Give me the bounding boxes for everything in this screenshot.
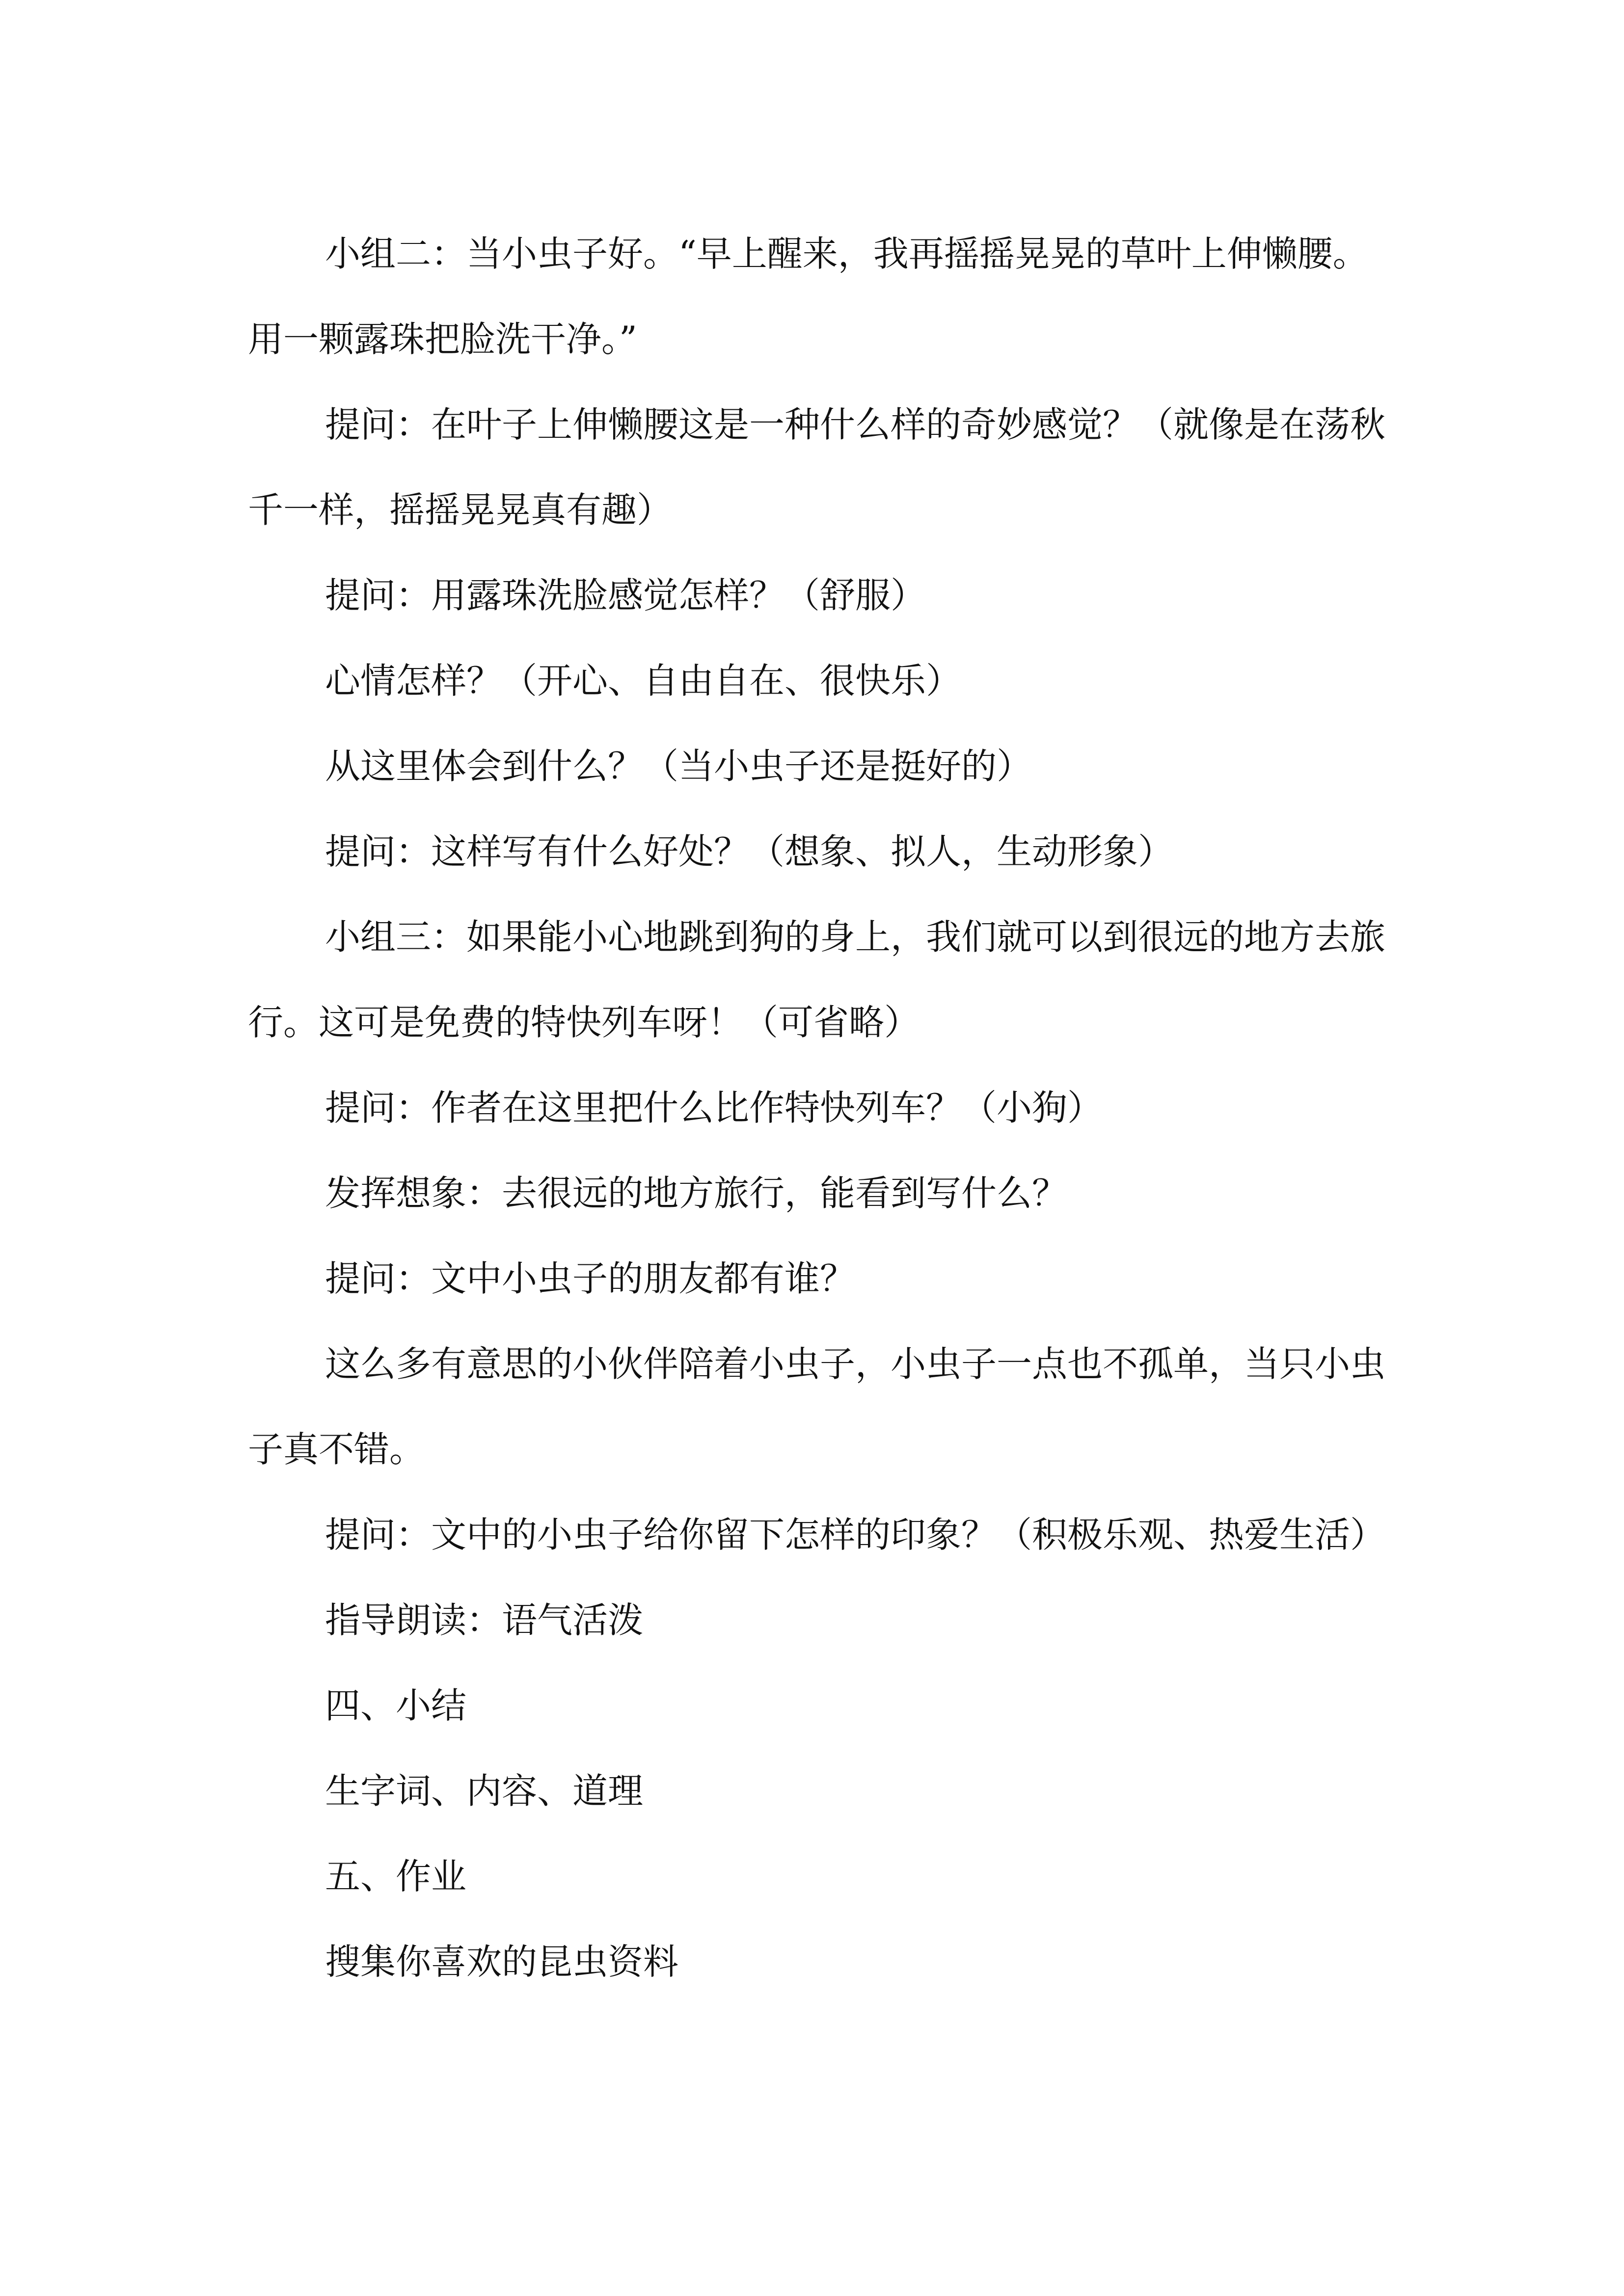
paragraph: 提问：文中小虫子的朋友都有谁？ bbox=[325, 1258, 856, 1299]
paragraph: 提问：在叶子上伸懒腰这是一种什么样的奇妙感觉？（就像是在荡秋千一样，摇摇晃晃真有趣） bbox=[248, 404, 1386, 531]
paragraph: 从这里体会到什么？（当小虫子还是挺好的） bbox=[325, 746, 1032, 787]
paragraph: 提问：文中的小虫子给你留下怎样的印象？（积极乐观、热爱生活） bbox=[325, 1514, 1386, 1555]
section-heading: 四、小结 bbox=[325, 1685, 467, 1726]
paragraph: 发挥想象：去很远的地方旅行，能看到写什么？ bbox=[325, 1173, 1068, 1214]
paragraph: 提问：这样写有什么好处？（想象、拟人，生动形象） bbox=[325, 831, 1174, 872]
paragraph: 搜集你喜欢的昆虫资料 bbox=[325, 1941, 679, 1982]
paragraph: 生字词、内容、道理 bbox=[325, 1770, 644, 1812]
paragraph: 这么多有意思的小伙伴陪着小虫子，小虫子一点也不孤单，当只小虫子真不错。 bbox=[248, 1343, 1386, 1470]
paragraph: 提问：作者在这里把什么比作特快列车？（小狗） bbox=[325, 1087, 1103, 1128]
paragraph: 提问：用露珠洗脸感觉怎样？（舒服） bbox=[325, 575, 926, 616]
paragraph: 指导朗读：语气活泼 bbox=[325, 1600, 644, 1641]
paragraph: 心情怎样？（开心、自由自在、很快乐） bbox=[325, 660, 962, 701]
section-heading: 五、作业 bbox=[325, 1856, 467, 1897]
paragraph: 小组三：如果能小心地跳到狗的身上，我们就可以到很远的地方去旅行。这可是免费的特快列车呀！（可省略） bbox=[248, 916, 1386, 1043]
document-body bbox=[248, 211, 1392, 2004]
paragraph: 小组二：当小虫子好。“早上醒来，我再摇摇晃晃的草叶上伸懒腰。用一颗露珠把脸洗干净。” bbox=[248, 233, 1368, 360]
